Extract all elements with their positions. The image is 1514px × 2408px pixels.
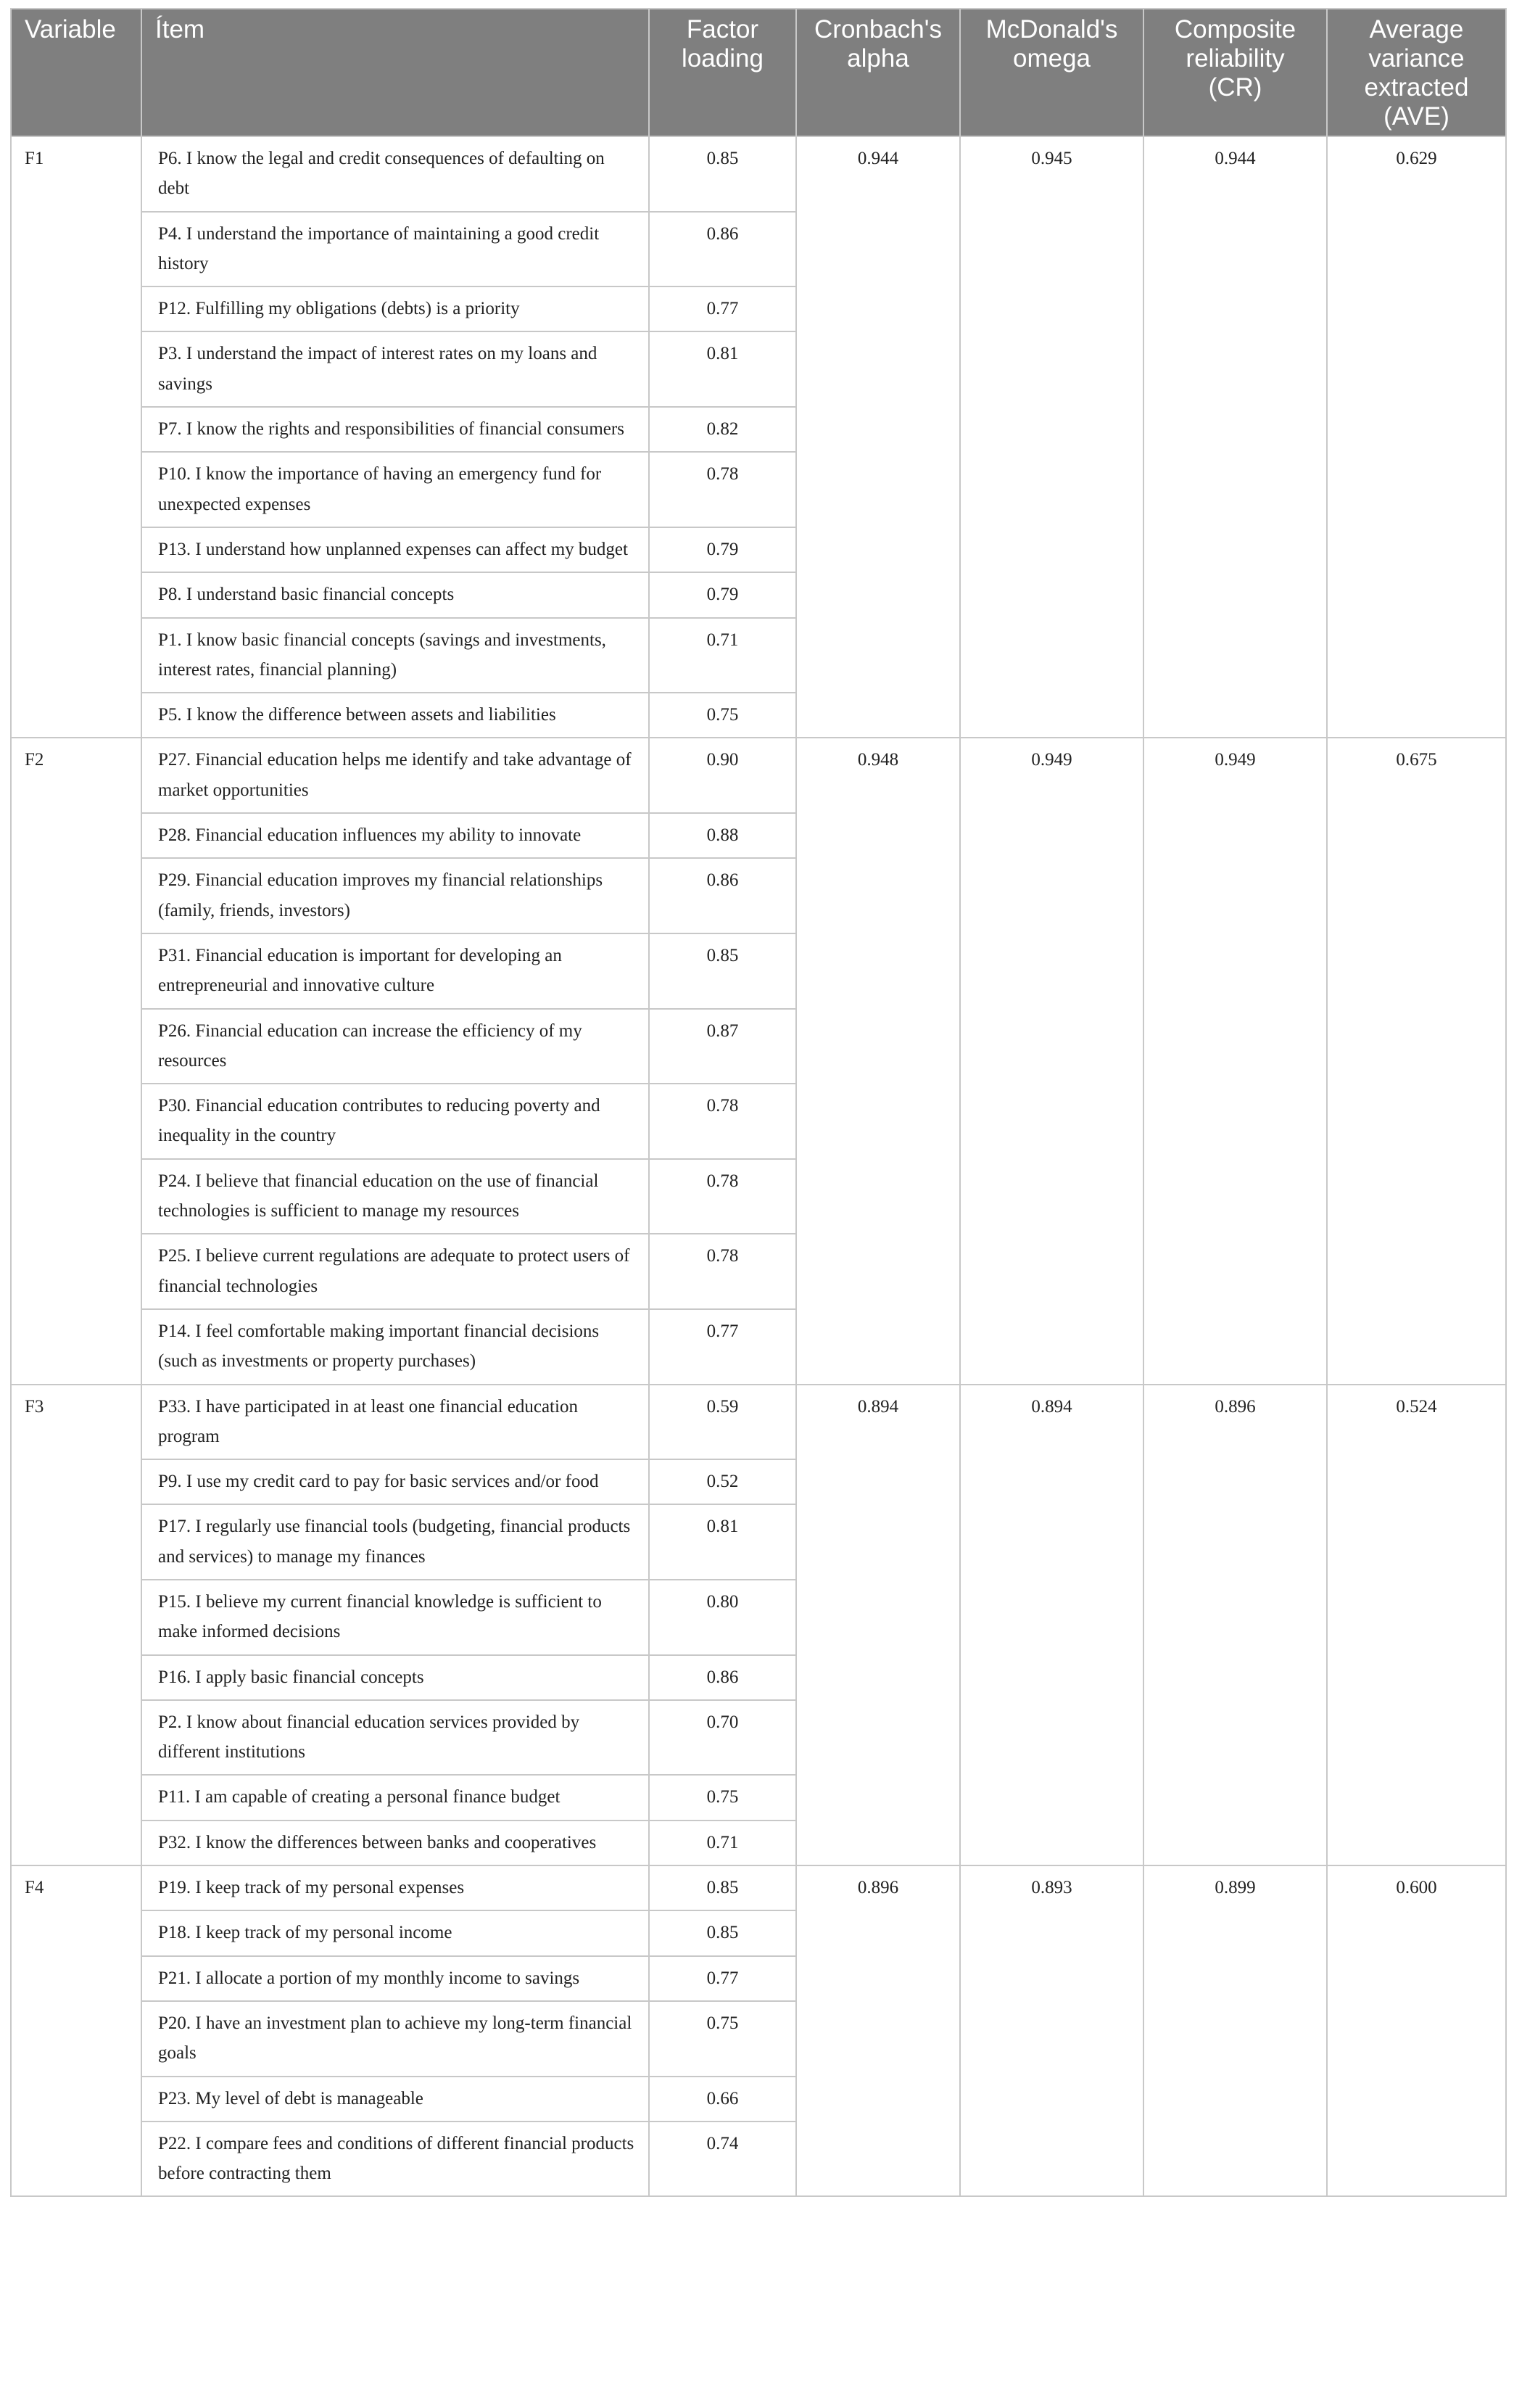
item-cell: P11. I am capable of creating a personal finance budget — [141, 1775, 649, 1820]
ave-cell: 0.629 — [1327, 136, 1506, 738]
item-cell: P33. I have participated in at least one financial education program — [141, 1385, 649, 1460]
item-cell: P20. I have an investment plan to achieve my long-term financial goals — [141, 2001, 649, 2077]
factor-loading-cell: 0.74 — [649, 2122, 796, 2197]
factor-loading-cell: 0.85 — [649, 136, 796, 212]
header-cronbach-alpha: Cronbach's alpha — [796, 9, 960, 136]
cronbach-alpha-cell: 0.948 — [796, 738, 960, 1384]
item-cell: P17. I regularly use financial tools (budgeting, financial products and services) to manage my finances — [141, 1504, 649, 1580]
factor-loading-cell: 0.85 — [649, 1865, 796, 1910]
item-cell: P1. I know basic financial concepts (savings and investments, interest rates, financial planning) — [141, 618, 649, 693]
table-row — [11, 136, 1506, 212]
factor-loading-cell: 0.71 — [649, 1821, 796, 1865]
composite-reliability-cell: 0.944 — [1143, 136, 1327, 738]
factor-loading-cell: 0.77 — [649, 1956, 796, 2001]
header-ave: Average variance extracted (AVE) — [1327, 9, 1506, 136]
factor-loading-cell: 0.85 — [649, 1910, 796, 1955]
header-mcdonald-omega: McDonald's omega — [960, 9, 1143, 136]
item-cell: P28. Financial education influences my ability to innovate — [141, 813, 649, 858]
factor-loading-cell: 0.77 — [649, 286, 796, 331]
reliability-table — [10, 8, 1507, 2197]
item-cell: P19. I keep track of my personal expenses — [141, 1865, 649, 1910]
item-cell: P27. Financial education helps me identify and take advantage of market opportunities — [141, 738, 649, 813]
factor-loading-cell: 0.66 — [649, 2077, 796, 2122]
factor-loading-cell: 0.82 — [649, 407, 796, 452]
item-cell: P24. I believe that financial education on the use of financial technologies is sufficient to manage my resources — [141, 1159, 649, 1234]
factor-loading-cell: 0.75 — [649, 693, 796, 738]
variable-cell: F1 — [11, 136, 141, 738]
cronbach-alpha-cell: 0.896 — [796, 1865, 960, 2196]
item-cell: P12. Fulfilling my obligations (debts) is a priority — [141, 286, 649, 331]
mcdonald-omega-cell: 0.894 — [960, 1385, 1143, 1866]
table-row — [11, 1865, 1506, 1910]
factor-loading-cell: 0.88 — [649, 813, 796, 858]
item-cell: P29. Financial education improves my financial relationships (family, friends, investors) — [141, 858, 649, 933]
ave-cell: 0.600 — [1327, 1865, 1506, 2196]
item-cell: P5. I know the difference between assets and liabilities — [141, 693, 649, 738]
item-cell: P26. Financial education can increase the efficiency of my resources — [141, 1009, 649, 1084]
mcdonald-omega-cell: 0.949 — [960, 738, 1143, 1384]
item-cell: P14. I feel comfortable making important financial decisions (such as investments or property purchases) — [141, 1309, 649, 1385]
factor-loading-cell: 0.80 — [649, 1580, 796, 1655]
variable-cell: F2 — [11, 738, 141, 1384]
factor-loading-cell: 0.78 — [649, 452, 796, 527]
factor-loading-cell: 0.90 — [649, 738, 796, 813]
header-factor-loading: Factor loading — [649, 9, 796, 136]
item-cell: P6. I know the legal and credit consequences of defaulting on debt — [141, 136, 649, 212]
item-cell: P30. Financial education contributes to reducing poverty and inequality in the country — [141, 1084, 649, 1159]
factor-loading-cell: 0.77 — [649, 1309, 796, 1385]
factor-loading-cell: 0.52 — [649, 1459, 796, 1504]
ave-cell: 0.524 — [1327, 1385, 1506, 1866]
item-cell: P18. I keep track of my personal income — [141, 1910, 649, 1955]
mcdonald-omega-cell: 0.945 — [960, 136, 1143, 738]
factor-loading-cell: 0.86 — [649, 212, 796, 287]
factor-loading-cell: 0.86 — [649, 1655, 796, 1700]
header-row — [11, 9, 1506, 136]
cronbach-alpha-cell: 0.944 — [796, 136, 960, 738]
item-cell: P22. I compare fees and conditions of different financial products before contracting them — [141, 2122, 649, 2197]
item-cell: P9. I use my credit card to pay for basic services and/or food — [141, 1459, 649, 1504]
ave-cell: 0.675 — [1327, 738, 1506, 1384]
factor-loading-cell: 0.78 — [649, 1234, 796, 1309]
cronbach-alpha-cell: 0.894 — [796, 1385, 960, 1866]
table-row — [11, 1385, 1506, 1460]
item-cell: P13. I understand how unplanned expenses can affect my budget — [141, 527, 649, 572]
factor-loading-cell: 0.81 — [649, 1504, 796, 1580]
factor-loading-cell: 0.87 — [649, 1009, 796, 1084]
factor-loading-cell: 0.70 — [649, 1700, 796, 1776]
item-cell: P10. I know the importance of having an emergency fund for unexpected expenses — [141, 452, 649, 527]
variable-cell: F4 — [11, 1865, 141, 2196]
factor-loading-cell: 0.79 — [649, 572, 796, 617]
table-row — [11, 738, 1506, 813]
composite-reliability-cell: 0.899 — [1143, 1865, 1327, 2196]
factor-loading-cell: 0.75 — [649, 1775, 796, 1820]
item-cell: P32. I know the differences between banks and cooperatives — [141, 1821, 649, 1865]
item-cell: P15. I believe my current financial knowledge is sufficient to make informed decisions — [141, 1580, 649, 1655]
table-body — [11, 136, 1506, 2196]
item-cell: P16. I apply basic financial concepts — [141, 1655, 649, 1700]
factor-loading-cell: 0.86 — [649, 858, 796, 933]
item-cell: P2. I know about financial education services provided by different institutions — [141, 1700, 649, 1776]
factor-loading-cell: 0.78 — [649, 1084, 796, 1159]
header-item: Ítem — [141, 9, 649, 136]
composite-reliability-cell: 0.896 — [1143, 1385, 1327, 1866]
factor-loading-cell: 0.75 — [649, 2001, 796, 2077]
composite-reliability-cell: 0.949 — [1143, 738, 1327, 1384]
item-cell: P8. I understand basic financial concepts — [141, 572, 649, 617]
factor-loading-cell: 0.59 — [649, 1385, 796, 1460]
header-composite-reliability: Composite reliability (CR) — [1143, 9, 1327, 136]
factor-loading-cell: 0.79 — [649, 527, 796, 572]
header-variable: Variable — [11, 9, 141, 136]
variable-cell: F3 — [11, 1385, 141, 1866]
item-cell: P31. Financial education is important for developing an entrepreneurial and innovative culture — [141, 933, 649, 1009]
item-cell: P4. I understand the importance of maintaining a good credit history — [141, 212, 649, 287]
factor-loading-cell: 0.71 — [649, 618, 796, 693]
item-cell: P7. I know the rights and responsibilities of financial consumers — [141, 407, 649, 452]
item-cell: P25. I believe current regulations are adequate to protect users of financial technologies — [141, 1234, 649, 1309]
factor-loading-cell: 0.81 — [649, 331, 796, 407]
item-cell: P21. I allocate a portion of my monthly income to savings — [141, 1956, 649, 2001]
item-cell: P23. My level of debt is manageable — [141, 2077, 649, 2122]
mcdonald-omega-cell: 0.893 — [960, 1865, 1143, 2196]
factor-loading-cell: 0.85 — [649, 933, 796, 1009]
factor-loading-cell: 0.78 — [649, 1159, 796, 1234]
item-cell: P3. I understand the impact of interest rates on my loans and savings — [141, 331, 649, 407]
